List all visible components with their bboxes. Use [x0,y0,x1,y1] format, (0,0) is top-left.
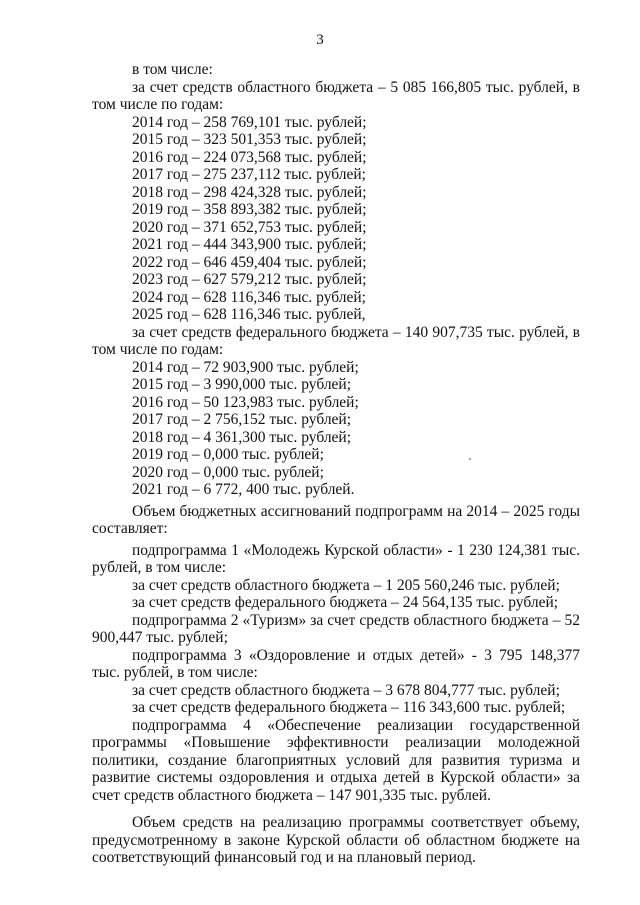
regional-year-line: 2017 год – 275 237,112 тыс. рублей; [132,166,366,183]
regional-year-line: 2014 год – 258 769,101 тыс. рублей; [132,113,367,131]
regional-year-line: 2019 год – 358 893,382 тыс. рублей; [132,201,367,218]
regional-year-line: 2015 год – 323 501,353 тыс. рублей; [132,131,367,148]
subprogram-3: подпрограмма 3 «Оздоровление и отдых детей» - 3 795 148,377 тыс. рублей, в том числе: [92,646,580,681]
subprogram-1-federal: за счет средств федерального бюджета – 24 564,135 тыс. рублей; [132,594,559,611]
federal-year-line: 2015 год – 3 990,000 тыс. рублей; [132,376,352,393]
regional-year-line: 2024 год – 628 116,346 тыс. рублей; [132,288,366,306]
subprogram-3-federal: за счет средств федерального бюджета – 116 343,600 тыс. рублей; [132,699,566,716]
document-body [92,61,580,867]
regional-year-line: 2021 год – 444 343,900 тыс. рублей; [132,236,367,253]
subprograms-intro: Объем бюджетных ассигнований подпрограмм на 2014 – 2025 годы составляет: [92,502,580,537]
subprogram-4: подпрограмма 4 «Обеспечение реализации государственной программы «Повышение эффективности реализации молодежной политики, создание благоприятных условий для развития туризма и развитие системы оздоровления и отдыха детей в Курской области» за счет средств областного бюджета – 147 901,335 тыс. рублей. [92,716,580,804]
regional-year-line: 2018 год – 298 424,328 тыс. рублей; [132,183,367,201]
regional-year-line: 2022 год – 646 459,404 тыс. рублей; [132,253,367,271]
subprogram-2: подпрограмма 2 «Туризм» за счет средств областного бюджета – 52 900,447 тыс. рублей; [92,611,580,646]
scan-speck [469,458,471,460]
regional-year-line: 2016 год – 224 073,568 тыс. рублей; [132,148,367,166]
regional-year-line: 2020 год – 371 652,753 тыс. рублей; [132,218,367,236]
federal-year-line: 2020 год – 0,000 тыс. рублей; [132,463,324,481]
page-number: 3 [316,32,324,48]
subprogram-3-regional: за счет средств областного бюджета – 3 678 804,777 тыс. рублей; [132,681,560,699]
federal-year-line: 2017 год – 2 756,152 тыс. рублей; [132,411,352,428]
regional-year-line: 2023 год – 627 579,212 тыс. рублей; [132,271,367,288]
subprogram-1-regional: за счет средств областного бюджета – 1 205 560,246 тыс. рублей; [132,576,560,594]
federal-year-line: 2018 год – 4 361,300 тыс. рублей; [132,428,352,446]
federal-budget-years [92,359,580,499]
federal-year-line: 2019 год – 0,000 тыс. рублей; [132,446,324,463]
subprogram-1: подпрограмма 1 «Молодежь Курской области» - 1 230 124,381 тыс. рублей, в том числе: [92,541,580,576]
federal-year-line: 2021 год – 6 772, 400 тыс. рублей. [132,481,355,498]
federal-budget-total: за счет средств федерального бюджета – 140 907,735 тыс. рублей, в том числе по годам: [92,323,580,358]
federal-year-line: 2014 год – 72 903,900 тыс. рублей; [132,358,359,376]
regional-year-line: 2025 год – 628 116,346 тыс. рублей, [132,306,366,323]
federal-year-line: 2016 год – 50 123,983 тыс. рублей; [132,393,359,411]
regional-budget-years [92,114,580,324]
regional-budget-total: за счет средств областного бюджета – 5 085 166,805 тыс. рублей, в том числе по годам: [92,78,580,113]
closing-paragraph: Объем средств на реализацию программы соответствует объему, предусмотренному в законе Курской области об областном бюджете на соответствующий финансовый год и на плановый период. [92,814,580,866]
intro-line: в том числе: [132,61,213,78]
